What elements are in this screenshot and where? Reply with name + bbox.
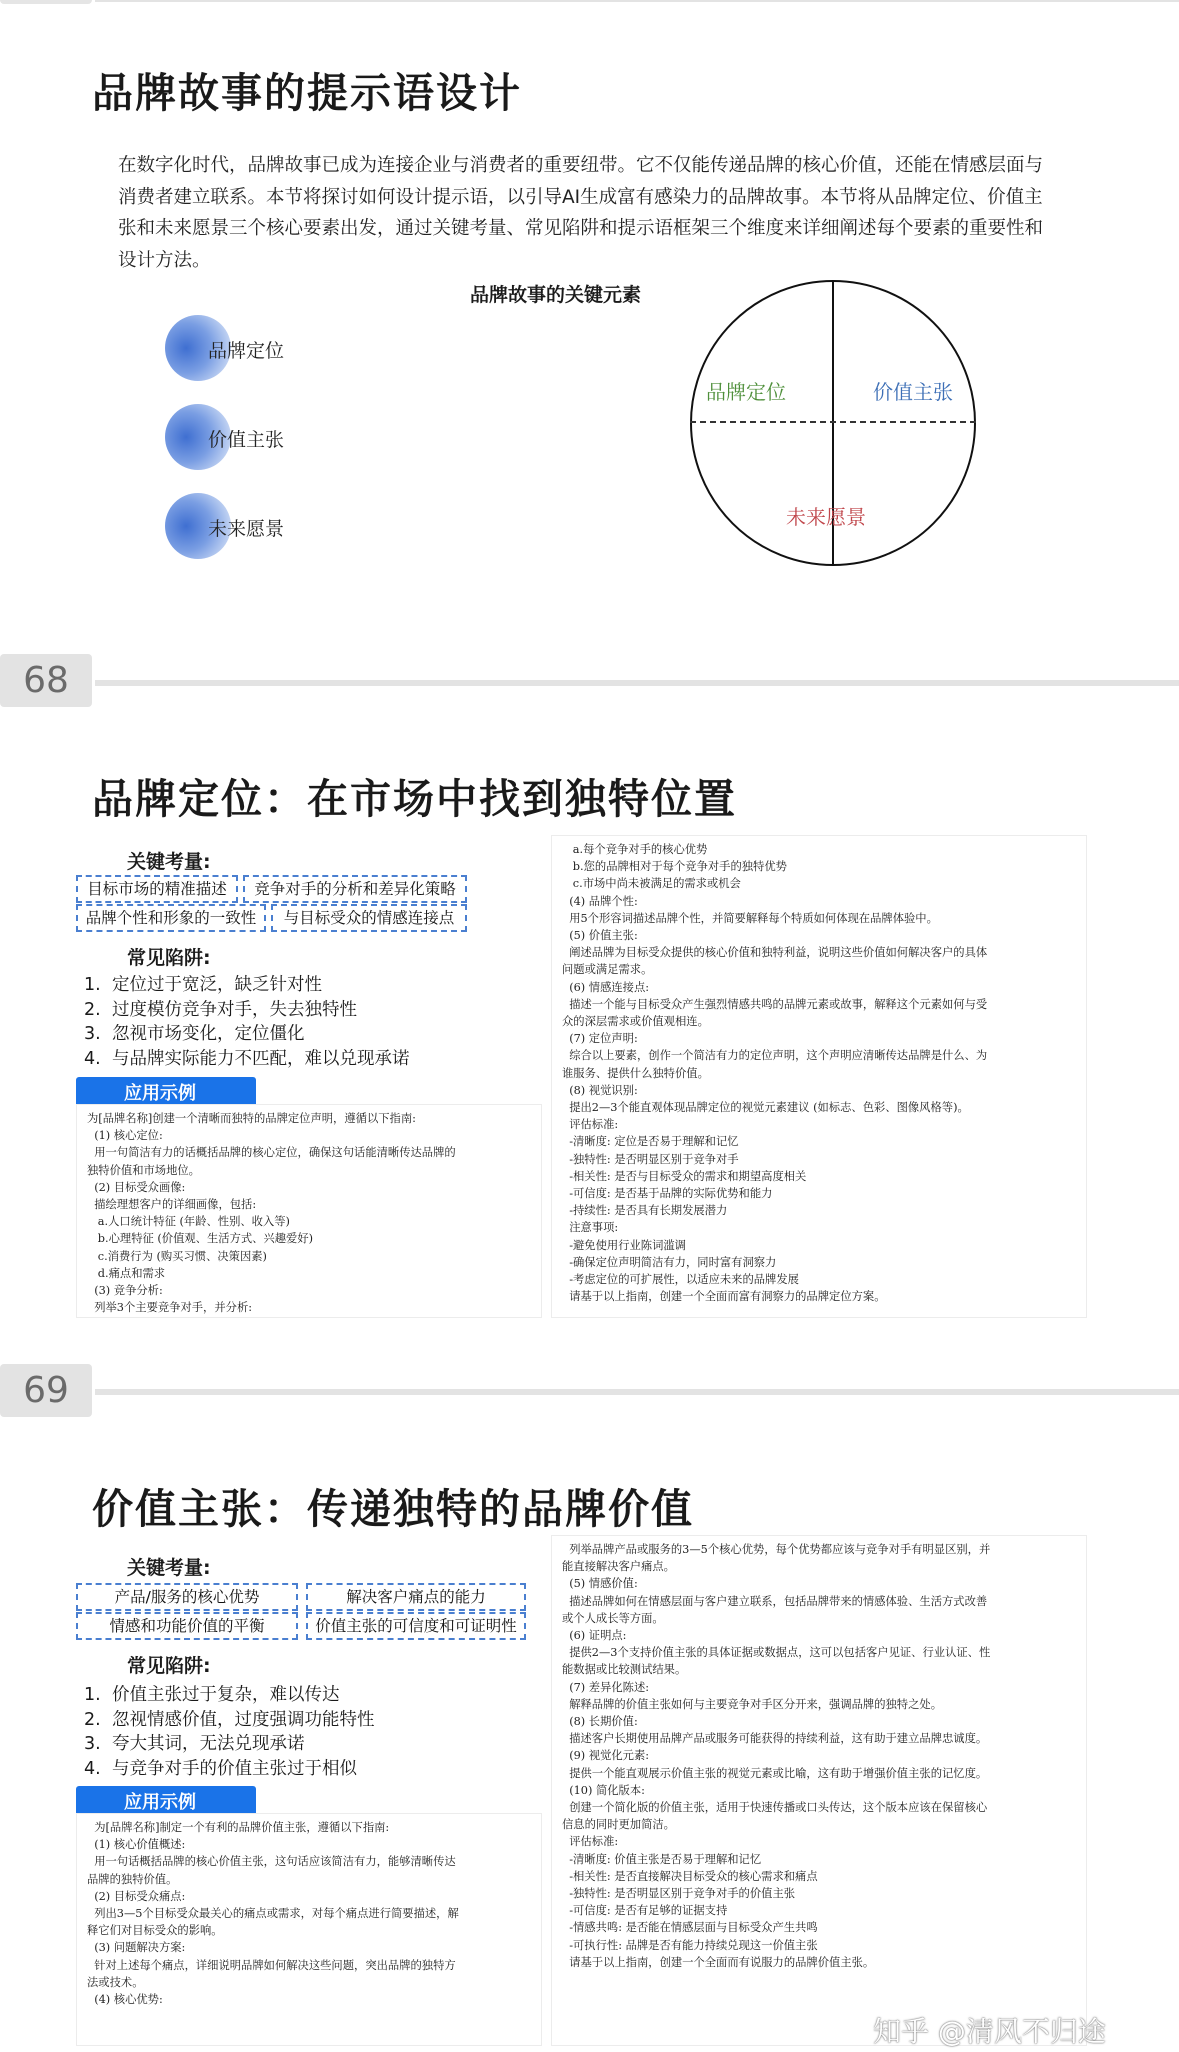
pitfall-item: 3. 夸大其词，无法兑现承诺 <box>84 1734 305 1754</box>
tag-emotional-connection: 与目标受众的情感连接点 <box>271 904 467 932</box>
example-label: 应用示例 <box>124 1083 196 1104</box>
section-title: 品牌故事的提示语设计 <box>92 69 522 117</box>
example-left-text: 为[品牌名称]创建一个清晰而独特的品牌定位声明，遵循以下指南: (1) 核心定位: 用一句简洁有力的话概括品牌的核心定位，确保这句话能清晰传达品牌的 独特价值和市场地位。 (2) 目标受众画像: 描绘理想客户的详细画像，包括: a.人口统计特征 (年龄、性别、收入等) b.心理特征 (价值观、生活方式、兴趣爱好) c.消费行为 (购买习惯、决策因素) d.痛点和需求 (3) 竞争分析: 列举3个主要竞争对手，并分析: <box>87 1112 456 1315</box>
prev-page-number-box <box>0 0 92 4</box>
bubble-item-vision <box>165 493 465 559</box>
quadrant-dashed-line <box>690 421 976 423</box>
pitfalls-list <box>84 973 524 1071</box>
bubble-label: 未来愿景 <box>208 518 285 540</box>
example-left-text: 为[品牌名称]制定一个有利的品牌价值主张，遵循以下指南: (1) 核心价值概述: 用一句话概括品牌的核心价值主张，这句话应该简洁有力，能够清晰传达 品牌的独特价值。 (2) 目标受众痛点: 列出3—5个目标受众最关心的痛点或需求，对每个痛点进行简要描述，解 释它们对目标受众的影响。 (3) 问题解决方案: 针对上述每个痛点，详细说明品牌如何解决这些问题，突出品牌的独特方 法或技术。 (4) 核心优势: <box>87 1821 459 2007</box>
example-left-box <box>76 1813 542 2046</box>
page-number-box <box>0 654 92 707</box>
example-right-text: a.每个竞争对手的核心优势 b.您的品牌相对于每个竞争对手的独特优势 c.市场中尚未被满足的需求或机会 (4) 品牌个性: 用5个形容词描述品牌个性，并简要解释每个特质如何体现在品牌体验中。 (5) 价值主张: 阐述品牌为目标受众提供的核心价值和独特利益，说明这些价值如何解决客户的具体 问题或满足需求。 (6) 情感连接点: 描述一个能与目标受众产生强烈情感共鸣的品牌元素或故事，解释这个元素如何与受 众的深层需求或价值观相连。 (7) 定位声明: 综合以上要素，创作一个简洁有力的定位声明，这个声明应清晰传达品牌是什么、为 谁服务、提供什么独特价值。 (8) 视觉识别: 提出2—3个能直观体现品牌定位的视觉元素建议 (如标志、色彩、图像风格等)。 评估标准: -清晰度: 定位是否易于理解和记忆 -独特性: 是否明显区别于竞争对手 -相关性: 是否与目标受众的需求和期望高度相关 -可信度: 是否基于品牌的实际优势和能力 -持续性: 是否具有长期发展潜力 注意事项: -避免使用行业陈词滥调 -确保定位声明简洁有力，同时富有洞察力 -考虑定位的可扩展性，以适应未来的品牌发展 请基于以上指南，创建一个全面而富有洞察力的品牌定位方案。 <box>562 843 988 1304</box>
example-left-box <box>76 1104 542 1318</box>
page-number-box <box>0 1364 92 1417</box>
tag-pain-points: 解决客户痛点的能力 <box>306 1583 526 1611</box>
key-considerations-heading: 关键考量: <box>127 851 211 873</box>
pitfall-item: 2. 过度模仿竞争对手，失去独特性 <box>84 999 357 1020</box>
bubble-label: 品牌定位 <box>208 340 285 362</box>
pitfall-item: 2. 忽视情感价值，过度强调功能特性 <box>84 1709 375 1730</box>
page-number: 68 <box>23 660 69 701</box>
example-label-bar <box>76 1786 256 1813</box>
bubble-item-positioning <box>165 315 465 381</box>
page68-title: 品牌定位：在市场中找到独特位置 <box>92 775 737 823</box>
prev-page-rule <box>95 0 1179 2</box>
quadrant-label-value: 价值主张 <box>873 380 953 404</box>
page-rule <box>95 680 1179 686</box>
pitfalls-heading: 常见陷阱: <box>127 947 211 969</box>
page-number: 69 <box>23 1370 69 1411</box>
example-right-box <box>551 835 1087 1318</box>
pitfall-item: 3. 忽视市场变化，定位僵化 <box>84 1024 305 1044</box>
key-considerations-heading: 关键考量: <box>127 1557 211 1579</box>
page-rule <box>95 1389 1179 1395</box>
pitfalls-list <box>84 1683 524 1781</box>
example-right-box <box>551 1535 1087 2046</box>
quadrant-label-vision: 未来愿景 <box>786 505 866 529</box>
section-intro: 在数字化时代，品牌故事已成为连接企业与消费者的重要纽带。它不仅能传递品牌的核心价值，还能在情感层面与消费者建立联系。本节将探讨如何设计提示语，以引导AI生成富有感染力的品牌故事。本节将从品牌定位、价值主张和未来愿景三个核心要素出发，通过关键考量、常见陷阱和提示语框架三个维度来详细阐述每个要素的重要性和设计方法。 <box>118 155 1044 271</box>
bubble-item-value <box>165 404 465 470</box>
tag-emotion-function-balance: 情感和功能价值的平衡 <box>76 1612 298 1640</box>
pitfall-item: 4. 与竞争对手的价值主张过于相似 <box>84 1758 357 1779</box>
pitfall-item: 1. 价值主张过于复杂，难以传达 <box>84 1685 340 1705</box>
example-label: 应用示例 <box>124 1792 196 1813</box>
tag-core-advantage: 产品/服务的核心优势 <box>76 1583 298 1611</box>
tag-credibility: 价值主张的可信度和可证明性 <box>306 1612 526 1640</box>
pitfall-item: 1. 定位过于宽泛，缺乏针对性 <box>84 975 322 995</box>
tag-brand-consistency: 品牌个性和形象的一致性 <box>76 904 266 932</box>
pitfall-item: 4. 与品牌实际能力不匹配，难以兑现承诺 <box>84 1048 410 1069</box>
quadrant-label-positioning: 品牌定位 <box>706 380 786 404</box>
tag-target-market: 目标市场的精准描述 <box>76 875 238 903</box>
pitfalls-heading: 常见陷阱: <box>127 1655 211 1677</box>
example-label-bar <box>76 1077 256 1104</box>
page69-title: 价值主张：传递独特的品牌价值 <box>92 1485 694 1533</box>
diagram-title: 品牌故事的关键元素 <box>470 284 642 306</box>
tag-competitor-analysis: 竞争对手的分析和差异化策略 <box>243 875 467 903</box>
example-right-text: 列举品牌产品或服务的3—5个核心优势，每个优势都应该与竞争对手有明显区别，并 能直接解决客户痛点。 (5) 情感价值: 描述品牌如何在情感层面与客户建立联系，包括品牌带来的情感体验、生活方式改善 或个人成长等方面。 (6) 证明点: 提供2—3个支持价值主张的具体证据或数据点，这可以包括客户见证、行业认证、性 能数据或比较测试结果。 (7) 差异化陈述: 解释品牌的价值主张如何与主要竞争对手区分开来，强调品牌的独特之处。 (8) 长期价值: 描述客户长期使用品牌产品或服务可能获得的持续利益，这有助于建立品牌忠诚度。 (9) 视觉化元素: 提供一个能直观展示价值主张的视觉元素或比喻，这有助于增强价值主张的记忆度。 (10) 简化版本: 创建一个简化版的价值主张，适用于快速传播或口头传达，这个版本应该在保留核心 信息的同时更加简洁。 评估标准: -清晰度: 价值主张是否易于理解和记忆 -相关性: 是否直接解决目标受众的核心需求和痛点 -独特性: 是否明显区别于竞争对手的价值主张 -可信度: 是否有足够的证据支持 -情感共鸣: 是否能在情感层面与目标受众产生共鸣 -可执行性: 品牌是否有能力持续兑现这一价值主张 请基于以上指南，创建一个全面而有说服力的品牌价值主张。 <box>562 1543 991 1969</box>
bubble-label: 价值主张 <box>208 429 285 451</box>
watermark: 知乎 @清风不归途 <box>873 2015 1106 2048</box>
